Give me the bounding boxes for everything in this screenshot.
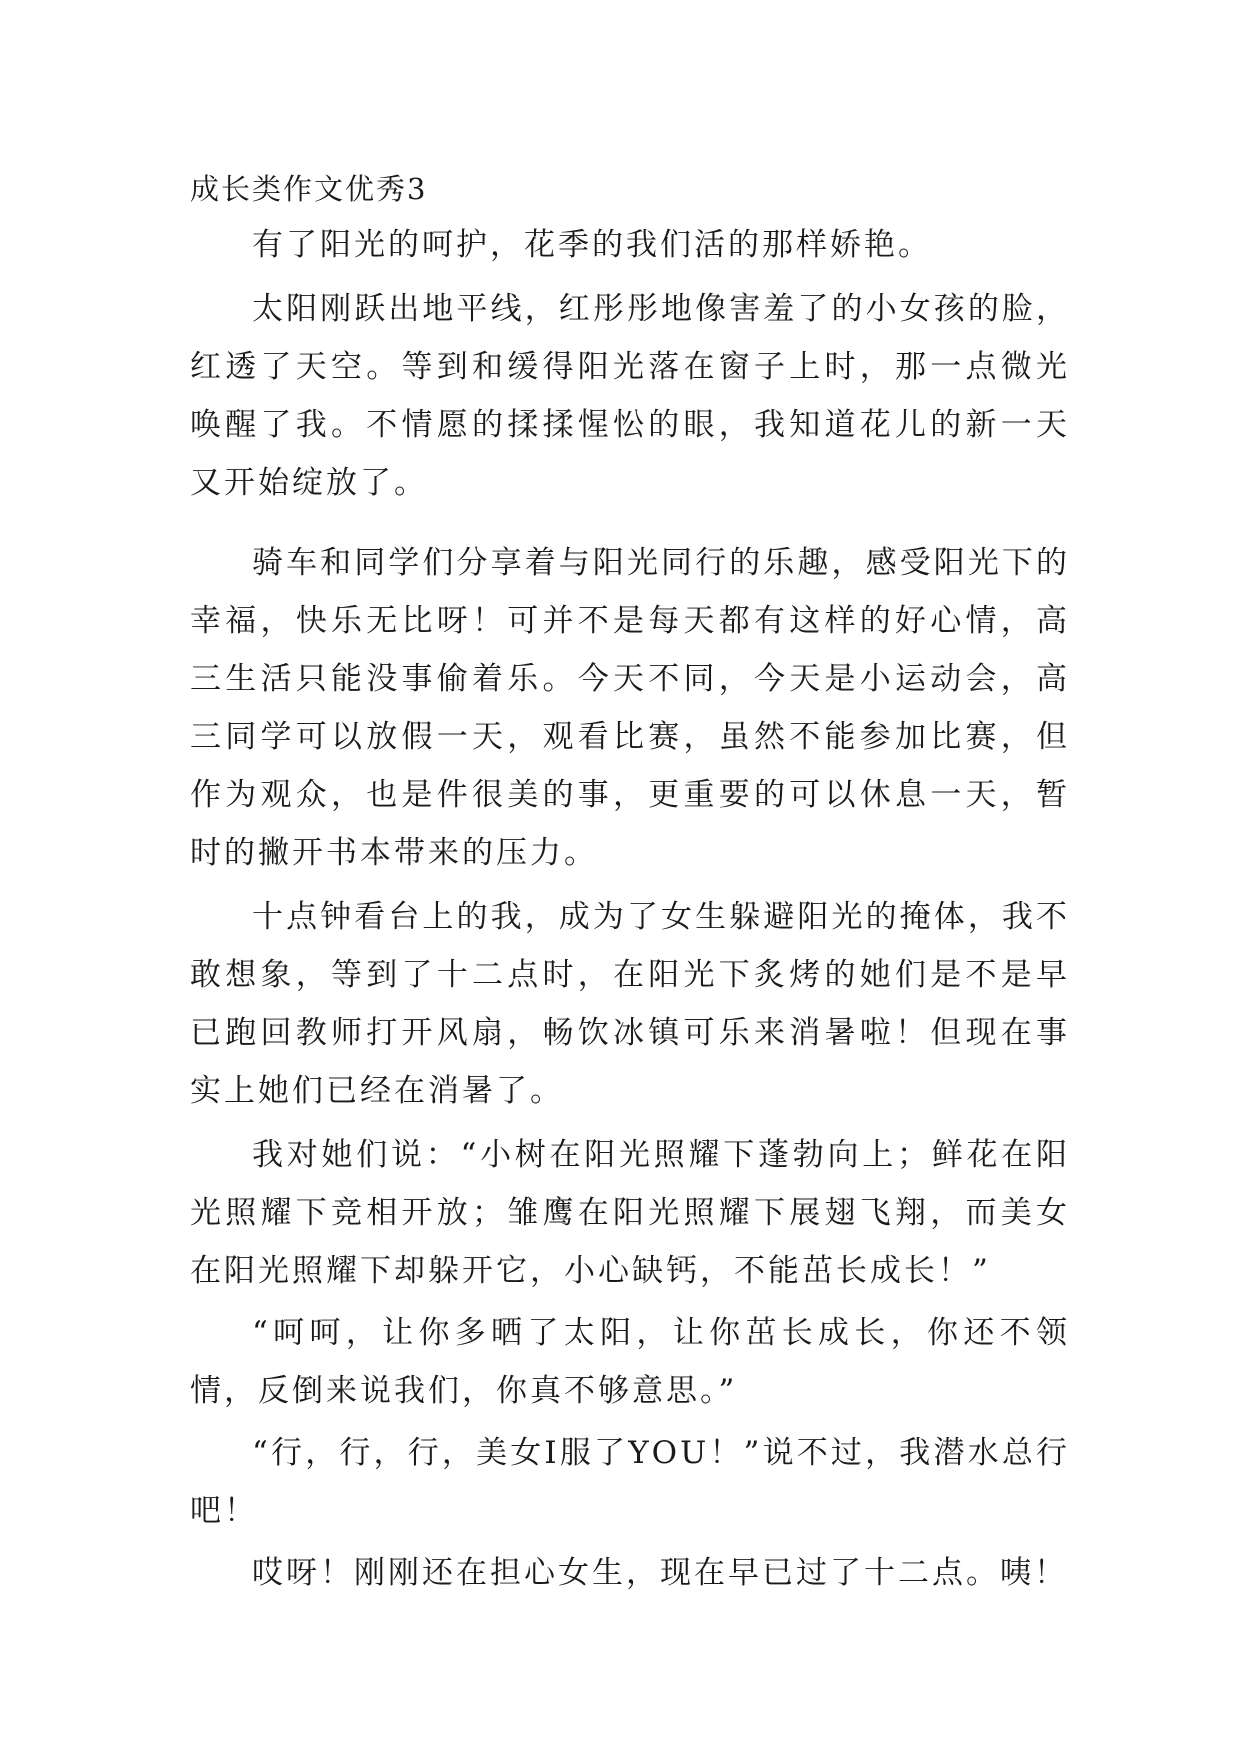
paragraph-2: 太阳刚跃出地平线，红彤彤地像害羞了的小女孩的脸，红透了天空。等到和缓得阳光落在窗子上时，那一点微光唤醒了我。不情愿的揉揉惺忪的眼，我知道花儿的新一天又开始绽放了。 (190, 291, 1070, 501)
paragraph-8: 哎呀！刚刚还在担心女生，现在早已过了十二点。咦！ (252, 1555, 1068, 1591)
paragraph-3: 骑车和同学们分享着与阳光同行的乐趣，感受阳光下的幸福，快乐无比呀！可并不是每天都有这样的好心情，高三生活只能没事偷着乐。今天不同，今天是小运动会，高三同学可以放假一天，观看比赛，虽然不能参加比赛，但作为观众，也是件很美的事，更重要的可以休息一天，暂时的撇开书本带来的压力。 (190, 545, 1070, 871)
paragraph-6: “呵呵，让你多晒了太阳，让你茁长成长，你还不领情，反倒来说我们，你真不够意思。” (190, 1315, 1070, 1409)
paragraph-1: 有了阳光的呵护，花季的我们活的那样娇艳。 (252, 227, 932, 263)
document-title: 成长类作文优秀3 (190, 172, 428, 206)
paragraph-5: 我对她们说：“小树在阳光照耀下蓬勃向上；鲜花在阳光照耀下竞相开放；雏鹰在阳光照耀下展翅飞翔，而美女在阳光照耀下却躲开它，小心缺钙，不能茁长成长！” (190, 1137, 1070, 1289)
document-body (190, 162, 1070, 1602)
paragraph-4: 十点钟看台上的我，成为了女生躲避阳光的掩体，我不敢想象，等到了十二点时，在阳光下炙烤的她们是不是早已跑回教师打开风扇，畅饮冰镇可乐来消暑啦！但现在事实上她们已经在消暑了。 (190, 899, 1070, 1109)
paragraph-7: “行，行，行，美女I服了YOU！”说不过，我潜水总行吧！ (190, 1435, 1070, 1529)
